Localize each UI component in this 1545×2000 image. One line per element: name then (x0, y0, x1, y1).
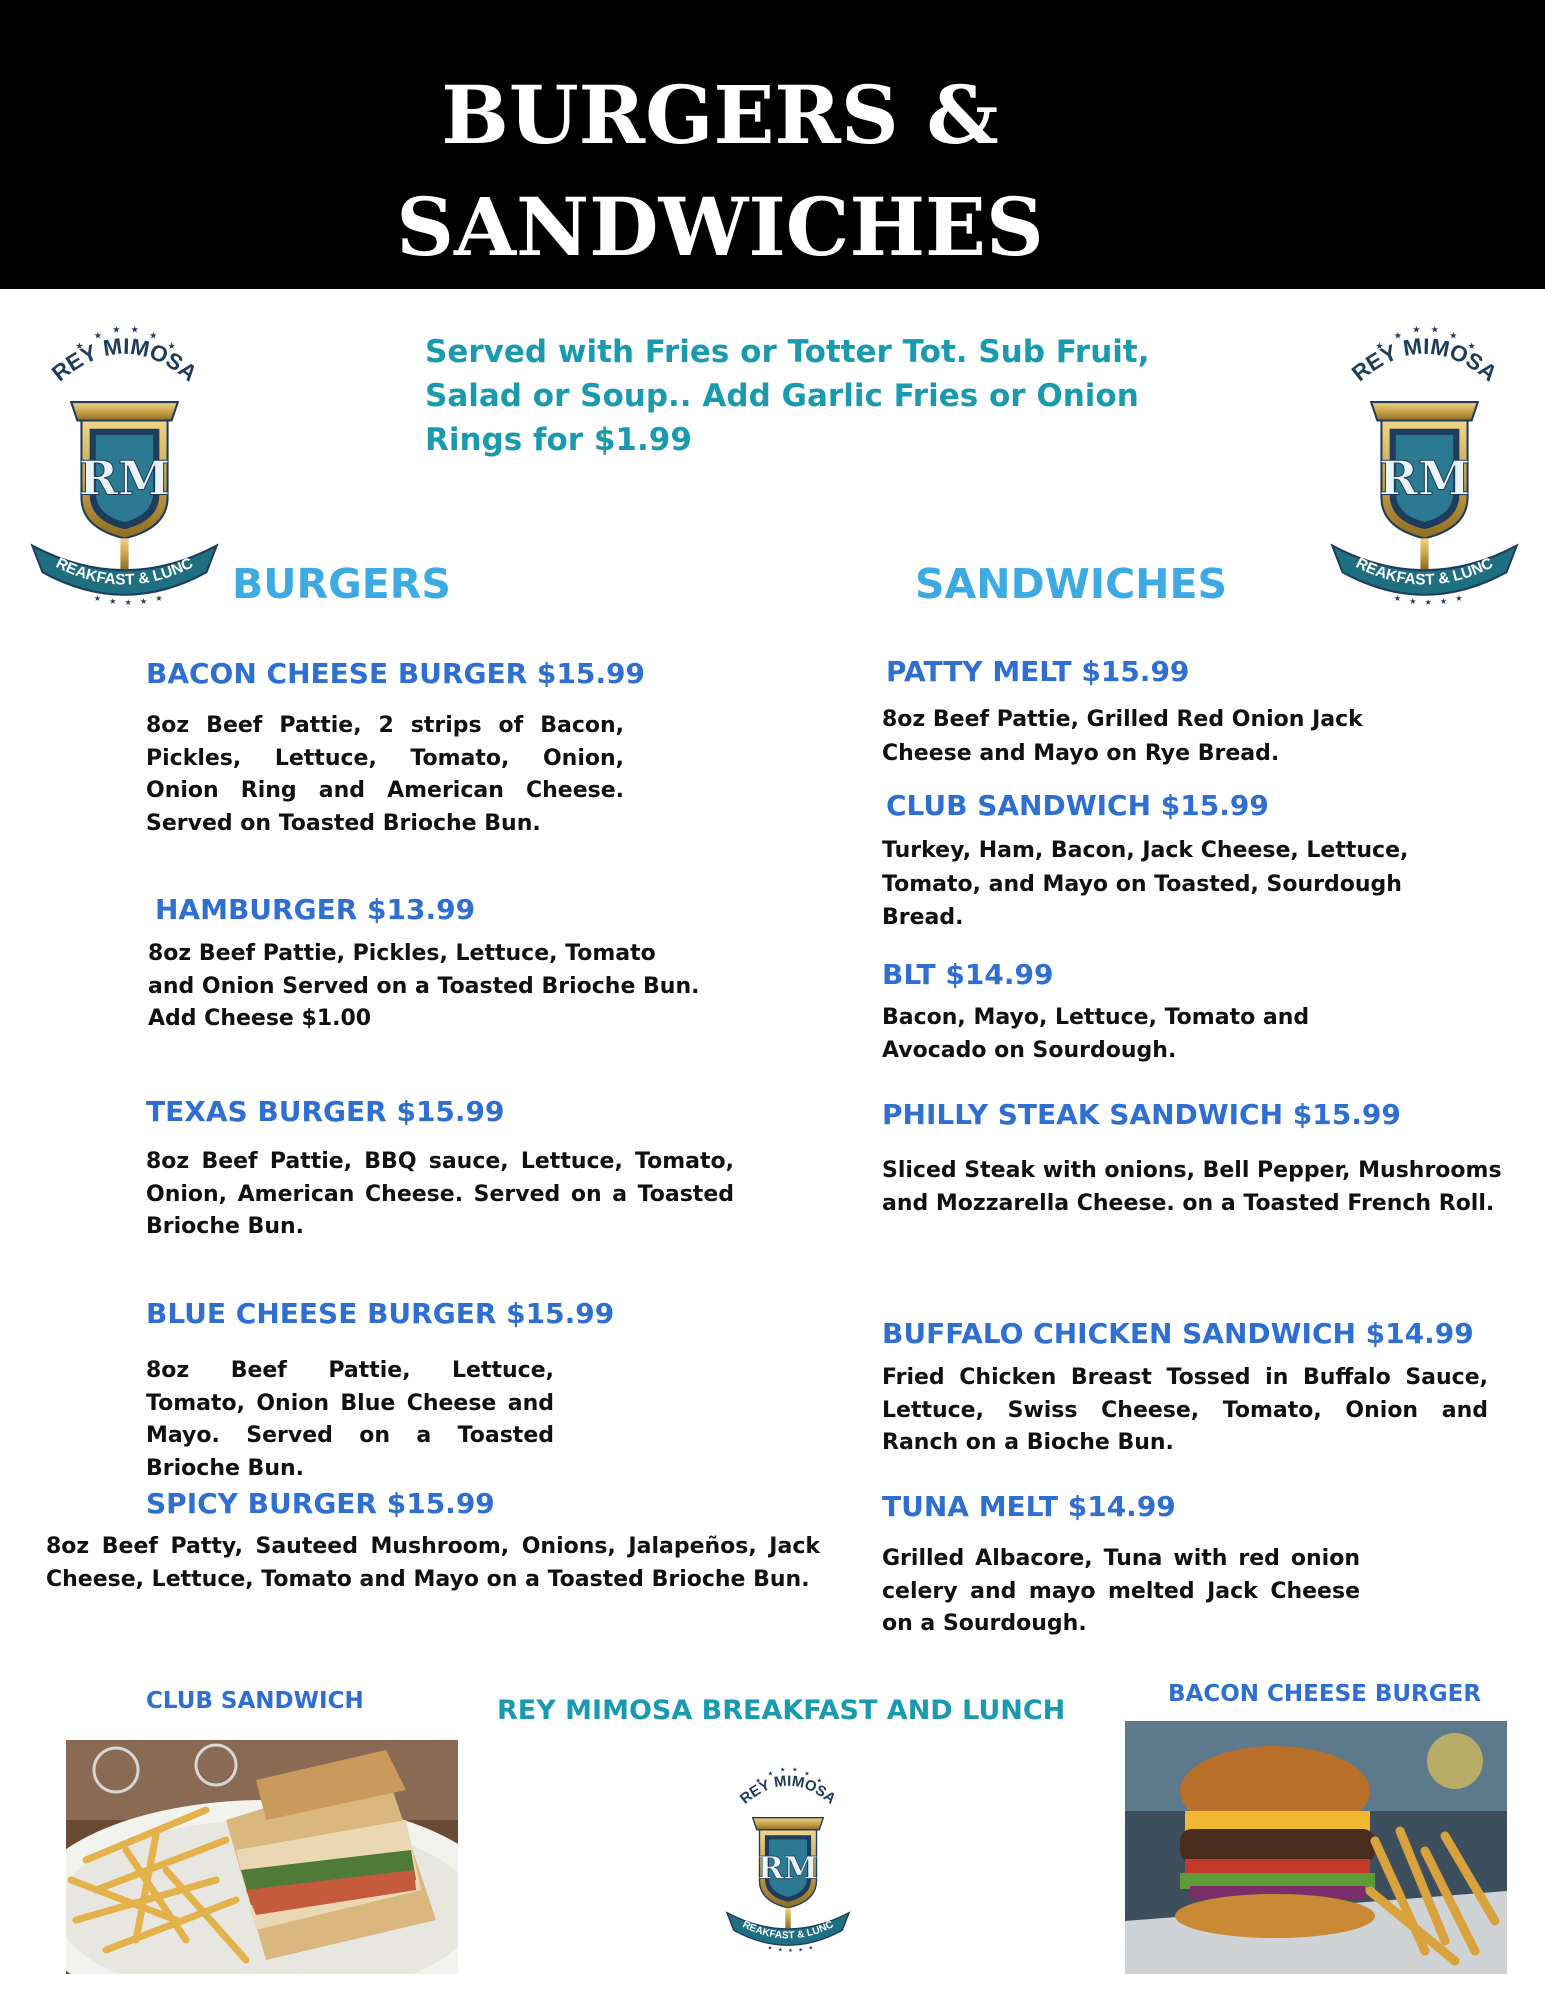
rey-mimosa-logo-footer (720, 1762, 856, 1952)
intro-note: Served with Fries or Totter Tot. Sub Fruit, Salad or Soup.. Add Garlic Fries or Onion Rings for $1.99 (425, 334, 1150, 458)
page-title-line2: SANDWICHES (396, 180, 1044, 274)
burger-item-title: SPICY BURGER $15.99 (146, 1487, 495, 1520)
burger-item-desc: 8oz Beef Pattie, 2 strips of Bacon, Pickles, Lettuce, Tomato, Onion, Onion Ring and American Cheese. Served on Toasted Brioche Bun. (146, 713, 624, 836)
burger-item-title: BACON CHEESE BURGER $15.99 (146, 657, 645, 690)
rey-mimosa-logo-right (1322, 318, 1527, 605)
page-title-line1: BURGERS & (441, 68, 999, 162)
burger-item-desc: 8oz Beef Patty, Sauteed Mushroom, Onions, Jalapeños, Jack Cheese, Lettuce, Tomato and Mayo on a Toasted Brioche Bun. (46, 1534, 820, 1592)
burger-item-title: TEXAS BURGER $15.99 (146, 1095, 505, 1128)
burger-item-desc: 8oz Beef Pattie, BBQ sauce, Lettuce, Tomato, Onion, American Cheese. Served on a Toasted Brioche Bun. (146, 1149, 734, 1239)
sandwich-item-desc: Bacon, Mayo, Lettuce, Tomato and Avocado on Sourdough. (882, 1005, 1310, 1063)
burgers-heading: BURGERS (232, 560, 451, 608)
sandwich-item-title: TUNA MELT $14.99 (882, 1490, 1176, 1523)
rey-mimosa-logo-left (22, 318, 227, 605)
rey-mimosa-footer-title: REY MIMOSA BREAKFAST AND LUNCH (497, 1695, 1066, 1726)
burger-item-desc: 8oz Beef Pattie, Lettuce, Tomato, Onion Blue Cheese and Mayo. Served on a Toasted Brioche Bun. (146, 1358, 554, 1481)
sandwich-item-title: PHILLY STEAK SANDWICH $15.99 (882, 1098, 1401, 1131)
club-sandwich-photo (66, 1740, 458, 1974)
burger-item-title: BLUE CHEESE BURGER $15.99 (146, 1297, 615, 1330)
sandwiches-heading: SANDWICHES (915, 560, 1228, 608)
sandwich-item-desc: Turkey, Ham, Bacon, Jack Cheese, Lettuce, Tomato, and Mayo on Toasted, Sourdough Bread. (882, 838, 1409, 930)
sandwich-item-title: PATTY MELT $15.99 (886, 655, 1190, 688)
sandwich-item-title: BLT $14.99 (882, 958, 1054, 991)
sandwich-item-title: CLUB SANDWICH $15.99 (886, 789, 1269, 822)
header-banner (0, 0, 1545, 289)
sandwich-item-desc: Fried Chicken Breast Tossed in Buffalo Sauce, Lettuce, Swiss Cheese, Tomato, Onion and Ranch on a Bioche Bun. (882, 1365, 1488, 1455)
sandwich-item-title: BUFFALO CHICKEN SANDWICH $14.99 (882, 1317, 1474, 1350)
burger-item-title: HAMBURGER $13.99 (155, 893, 476, 926)
sandwich-item-desc: Sliced Steak with onions, Bell Pepper, Mushrooms and Mozzarella Cheese. on a Toasted French Roll. (882, 1158, 1502, 1216)
sandwich-item-desc: Grilled Albacore, Tuna with red onion celery and mayo melted Jack Cheese on a Sourdough. (882, 1546, 1360, 1636)
sandwich-item-desc: 8oz Beef Pattie, Grilled Red Onion Jack Cheese and Mayo on Rye Bread. (882, 707, 1363, 766)
bacon-cheese-burger-caption: BACON CHEESE BURGER (1168, 1681, 1482, 1707)
burger-item-desc: 8oz Beef Pattie, Pickles, Lettuce, Tomato and Onion Served on a Toasted Brioche Bun. Add Cheese $1.00 (148, 941, 700, 1031)
club-sandwich-caption: CLUB SANDWICH (146, 1688, 364, 1714)
bacon-cheese-burger-photo (1125, 1721, 1507, 1974)
